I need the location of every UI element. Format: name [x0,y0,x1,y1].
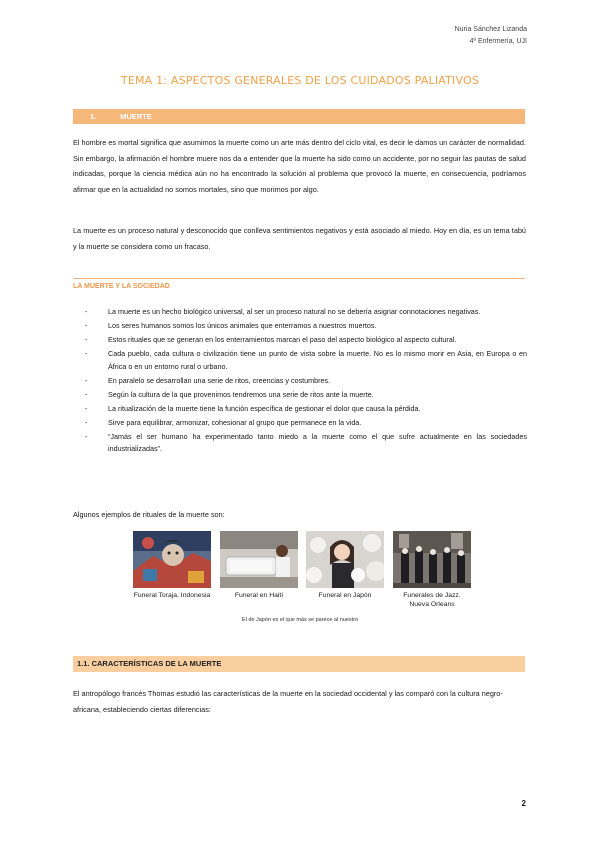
haiti-photo-icon [220,531,298,588]
list-item: - En paralelo se desarrollan una serie de ritos, creencias y costumbres. [85,375,331,385]
caption-haiti: Funeral en Haití [234,592,284,599]
paragraph-2: La muerte es un proceso natural y desconocido que conlleva sentimientos negativos y está asociado al miedo. Hoy en día, es un tema tabú y la muerte se considera como un fracaso. [73,226,526,251]
list-item: - La ritualización de la muerte tiene la función específica de gestionar el dolor que causa la pérdida. [85,403,421,413]
section-title: MUERTE [120,112,152,121]
list-item: - Según la cultura de la que provenimos tendremos una serie de ritos ante la muerte. [85,389,374,399]
paragraph-3: El antropólogo francés Thomas estudió las características de la muerte en la sociedad occidental y las comparó con la cultura negro-africana, estableciendo ciertas diferencias: [73,689,503,714]
list-item: - Estos rituales que se generan en los enterramientos marcan el paso del aspecto biológico al aspecto cultural. [85,335,457,345]
list-item: - La muerte es un hecho biológico universal, al ser un proceso natural no se debería asignar connotaciones negativas. [85,307,481,316]
caption-toraja: Funeral Toraja. Indonesia [133,592,211,599]
caption-jazz: Funerales de Jazz. Nueva Orleans [403,592,461,608]
jazz-photo-icon [393,531,471,588]
header-meta [455,24,527,48]
examples-intro: Algunos ejemplos de rituales de la muerte son: [73,510,225,519]
course-name: 4º Enfermería, UJI [469,38,527,45]
photo-row [133,531,473,591]
list-item: - Sirve para equilibrar, armonizar, cohesionar al grupo que permanece en la vida. [85,417,362,427]
bullet-list [85,306,527,457]
section-number: 1. [90,112,97,121]
list-item: - Cada pueblo, cada cultura o civilización tiene un punto de vista sobre la muerte. No es lo mismo morir en Asia, en Europa o en África o en un entorno rural o urbano. [85,349,527,371]
subheading-sociedad: LA MUERTE Y LA SOCIEDAD [73,283,170,290]
section-heading-caracteristicas: 1.1. CARACTERÍSTICAS DE LA MUERTE [73,656,525,672]
list-item: - Los seres humanos somos los únicos animales que enterramos a nuestros muertos. [85,321,377,331]
section-heading-muerte [73,109,525,124]
divider [73,278,525,279]
figure-caption: El de Japón es el que más se parece al nuestro [241,617,359,623]
caption-japan: Funeral en Japón [318,592,372,599]
list-item: - “Jamás el ser humano ha experimentado tanto miedo a la muerte como el que sufre actualmente en las sociedades industrializadas”. [85,432,527,454]
page-number: 2 [521,799,526,808]
japan-photo-icon [306,531,384,588]
paragraph-1: El hombre es mortal significa que asumimos la muerte como un arte más dentro del ciclo vital, es decir le damos un carácter de normalidad. Sin embargo, la afirmación el hombre muere nos da a entender que la muerte ha sido como un accidente, por no seguir las pautas de salud indicadas, porque la ciencia médica aún no ha encontrado la solución al problema que provocó la muerte, en consecuencia, podríamos afirmar que en la actualidad no somos mortales, sino que morimos por algo. [73,138,526,194]
author-name: Nuria Sánchez Lizanda [454,26,527,33]
toraja-photo-icon [133,531,211,588]
document-title: TEMA 1: ASPECTOS GENERALES DE LOS CUIDADOS PALIATIVOS [120,74,480,87]
